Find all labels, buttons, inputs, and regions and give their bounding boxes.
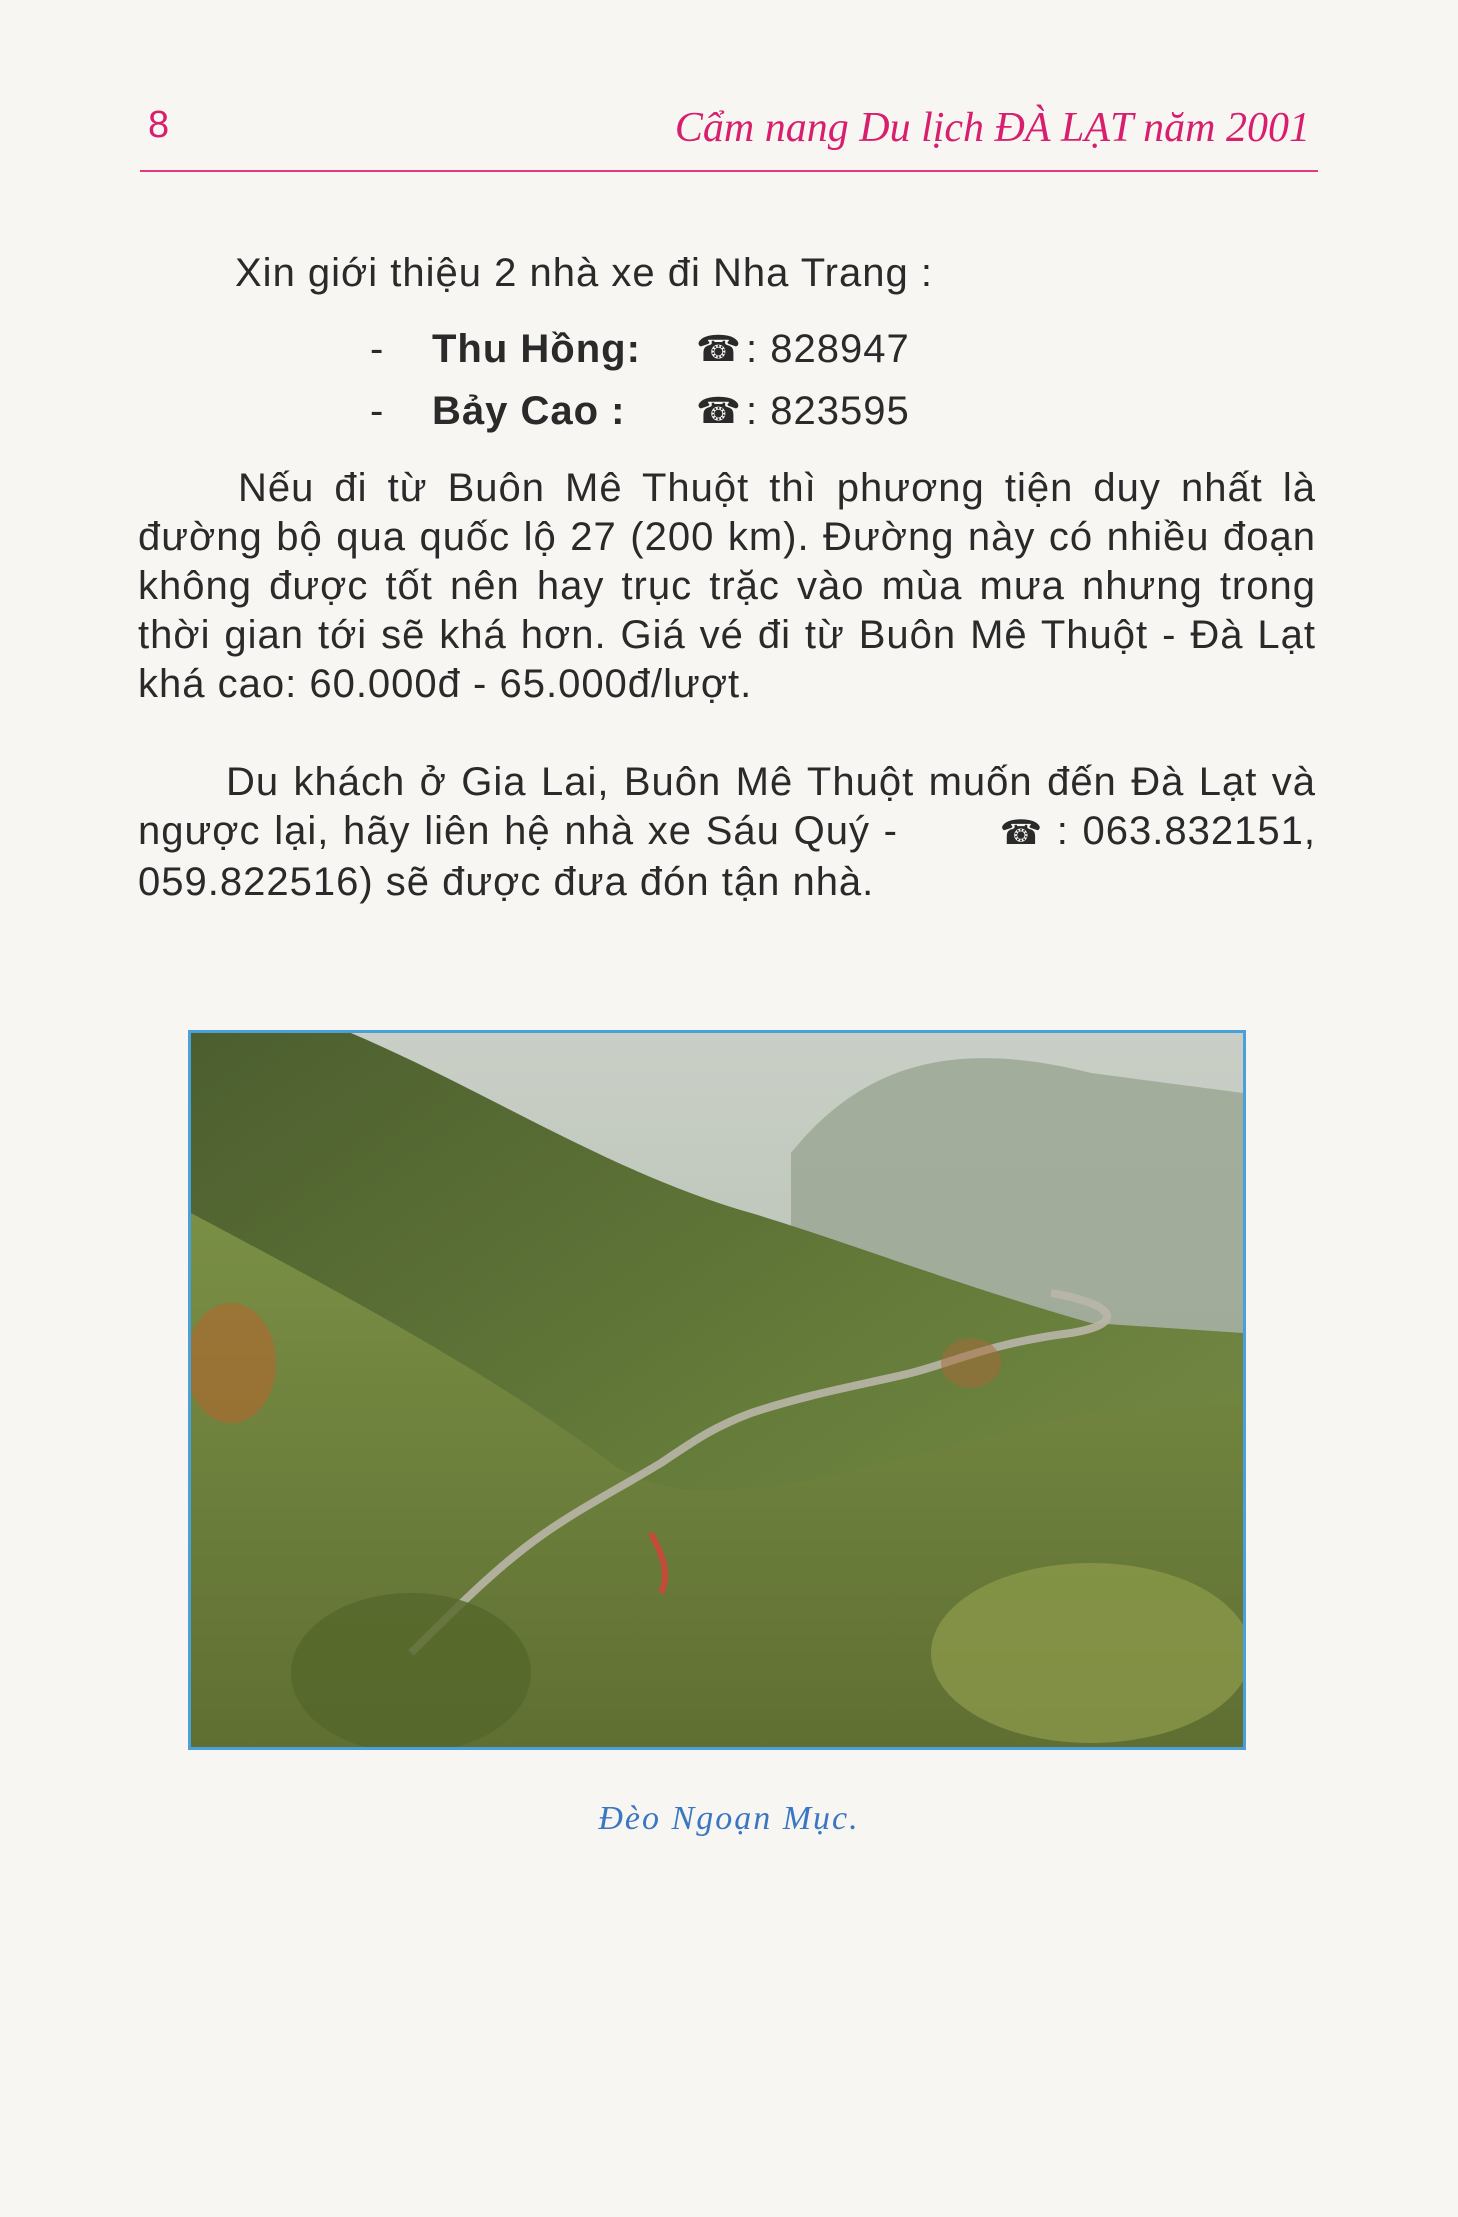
phone-icon: ☎ bbox=[696, 328, 741, 369]
mountain-pass-photo bbox=[188, 1030, 1246, 1750]
paragraph-contact-before: Du khách ở Gia Lai, Buôn Mê Thuột muốn đến Đà Lạt và ngược lại, hãy liên hệ nhà xe Sáu Quý - bbox=[138, 760, 1316, 853]
mountain-pass-illustration bbox=[191, 1033, 1243, 1747]
contact-dash: - bbox=[370, 388, 384, 433]
page-number: 8 bbox=[148, 104, 170, 146]
contact-list bbox=[370, 318, 910, 442]
contact-row bbox=[370, 380, 910, 442]
contact-row bbox=[370, 318, 910, 380]
intro-text: Xin giới thiệu 2 nhà xe đi Nha Trang : bbox=[235, 251, 933, 295]
phone-icon: ☎ bbox=[696, 390, 741, 431]
photo-caption: Đèo Ngoạn Mục. bbox=[598, 1800, 860, 1837]
running-title: Cẩm nang Du lịch ĐÀ LẠT năm 2001 bbox=[674, 105, 1310, 151]
paragraph-route: Nếu đi từ Buôn Mê Thuột thì phương tiện duy nhất là đường bộ qua quốc lộ 27 (200 km). Đường này có nhiều đoạn không được tốt nên hay trục trặc vào mùa mưa nhưng trong thời gian tới sẽ khá hơn. Giá vé đi từ Buôn Mê Thuột - Đà Lạt khá cao: 60.000đ - 65.000đ/lượt. bbox=[138, 466, 1316, 706]
header-rule bbox=[140, 170, 1318, 172]
contact-name: Bảy Cao : bbox=[432, 388, 626, 433]
contact-phone: : 828947 bbox=[746, 326, 910, 371]
contact-phone: : 823595 bbox=[746, 388, 910, 433]
contact-dash: - bbox=[370, 326, 384, 371]
contact-name: Thu Hồng: bbox=[432, 326, 641, 371]
phone-icon: ☎ bbox=[999, 814, 1044, 852]
paragraph-contact-after: : 063.832151, 059.822516) sẽ được đưa đón tận nhà. bbox=[138, 809, 1316, 904]
paragraph-contact bbox=[138, 758, 1316, 907]
